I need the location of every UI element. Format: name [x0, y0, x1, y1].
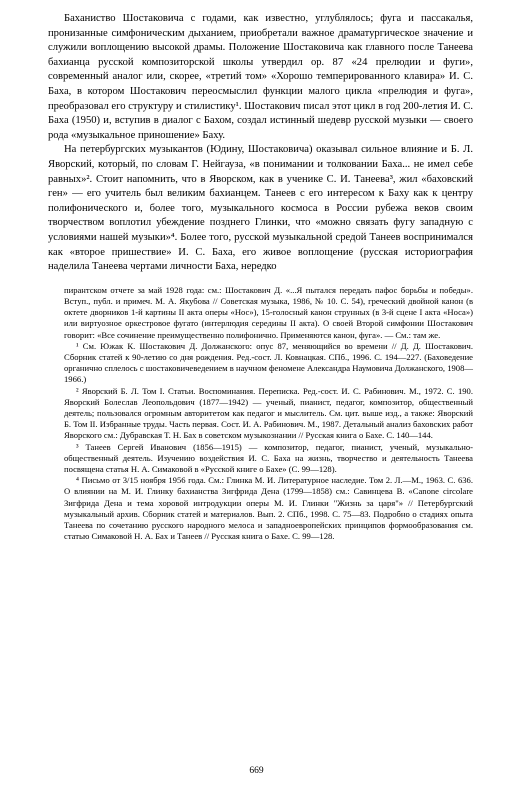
paragraph: Баханиство Шостаковича с годами, как известно, углублялось; фуга и пассакалья, пронизанные симфоническим дыханием, приобретали важное драматургическое значение и служили воплощению высокой драмы. Положение Шостаковича как главного после Танеева бахианца русской композиторской школы утвердил ор. 87 «24 прелюдии и фуги», современный аналог или, скорее, «третий том» «Хорошо темперированного клавира» И. С. Баха, в котором Шостакович переосмыслил функции малого цикла «прелюдия и фуга», преобразовал его структуру и стилистику¹. Шостакович писал этот цикл в год 200-летия И. С. Баха (1950) и, вступив в диалог с Бахом, создал истинный шедевр русской музыки — своего рода «музыкальное приношение» Баху. — [48, 13, 473, 141]
footnote: ³ Танеев Сергей Иванович (1856—1915) — композитор, педагог, пианист, ученый, музыкально-общественный деятель. Изучению воздействия И. С. Баха на жизнь, творчество и деятельность Танеева посвящена статья Н. А. Симаковой в «Русской книге о Бахе» (С. 99—128). — [64, 441, 473, 474]
footnote: ² Яворский Б. Л. Том I. Статьи. Воспоминания. Переписка. Ред.-сост. И. С. Рабинович. М., 1972. С. 190. Яворский Болеслав Леопольдович (1877—1942) — ученый, пианист, педагог, композитор, общественный деятель; пользовался огромным авторитетом как педагог и мыслитель. См. цит. выше изд., а также: Яворский Б. Том II. Избранные труды. Часть первая. Сост. И. А. Рабинович. М., 1987. Детальный анализ баховских работ Яворского см.: Дубравская Т. Н. Бах в советском музыкознании // Русская книга о Бахе. С. 140—144. — [64, 385, 473, 441]
footnote: ⁴ Письмо от 3/15 ноября 1956 года. См.: Глинка М. И. Литературное наследие. Том 2. Л.—М., 1963. С. 636. О влиянии на М. И. Глинку бахианства Зигфрида Дена (1799—1858) см.: Савинцева В. «Canone circolare Зигфрида Дена и тема хоровой интродукции оперы М. И. Глинки "Жизнь за царя"» // Петербургский музыкальный архив. Сборник статей и материалов. Вып. 2. СПб., 1998. С. 75—83. Подробно о стадиях опыта Танеева по сочетанию русского народного мелоса и западноевропейских принципов формообразования см. статью Симаковой Н. А. Бах и Танеев // Русская книга о Бахе. С. 99—128. — [64, 475, 473, 542]
paragraph: На петербургских музыкантов (Юдину, Шостаковича) оказывал сильное влияние и Б. Л. Яворский, который, по словам Г. Нейгауза, «в понимании и толковании Баха... не имел себе равных»². Стоит напомнить, что в Яворском, как в ученике С. И. Танеева³, жил «баховский ген» — его учитель был великим бахианцем. Танеев с его интересом к Баху как к центру полифонического и, более того, музыкального космоса в России рубежа веков своим творчеством воплотил убеждение позднего Глинки, что «можно связать фугу западную с условиями нашей музыки»⁴. Более того, русской музыкальной средой Танеев воспринимался как «второе пришествие» И. С. Баха, его живое воплощение (русская историография наделила Танеева чертами личности Баха, нередко — [48, 144, 473, 273]
main-text — [48, 12, 473, 275]
page-number: 669 — [249, 766, 264, 776]
footnote-continuation: пирантском отчете за май 1928 года: см.: Шостакович Д. «...Я пытался передать пафос борьбы и победы». Вступ., публ. и примеч. М. А. Якубова // Советская музыка, 1986, № 10. С. 54), греческий двойной канон (в октете дворников 1-й картины II акта оперы «Нос»), 15-голосный канон струнных (в 3-й сцене I акта «Носа») или виртуозное оркестровое фугато (интерлюдия середины II акта). О своей Второй симфонии Шостакович говорит: «Все сочинение преимущественно полифонично. Применяются канон, фуга». — См.: там же. — [64, 284, 473, 340]
footnote: ¹ См. Южак К. Шостакович Д. Должанского: опус 87, меняющийся во времени // Д. Д. Шостакович. Сборник статей к 90-летию со дня рождения. Ред.-сост. Л. Ковнацкая. СПб., 1996. С. 194—227. (Баховедение органично сплелось с шостаковичеведением в научном феномене Александра Наумовича Должанского, 1908—1966.) — [64, 340, 473, 385]
footnotes — [48, 285, 473, 543]
